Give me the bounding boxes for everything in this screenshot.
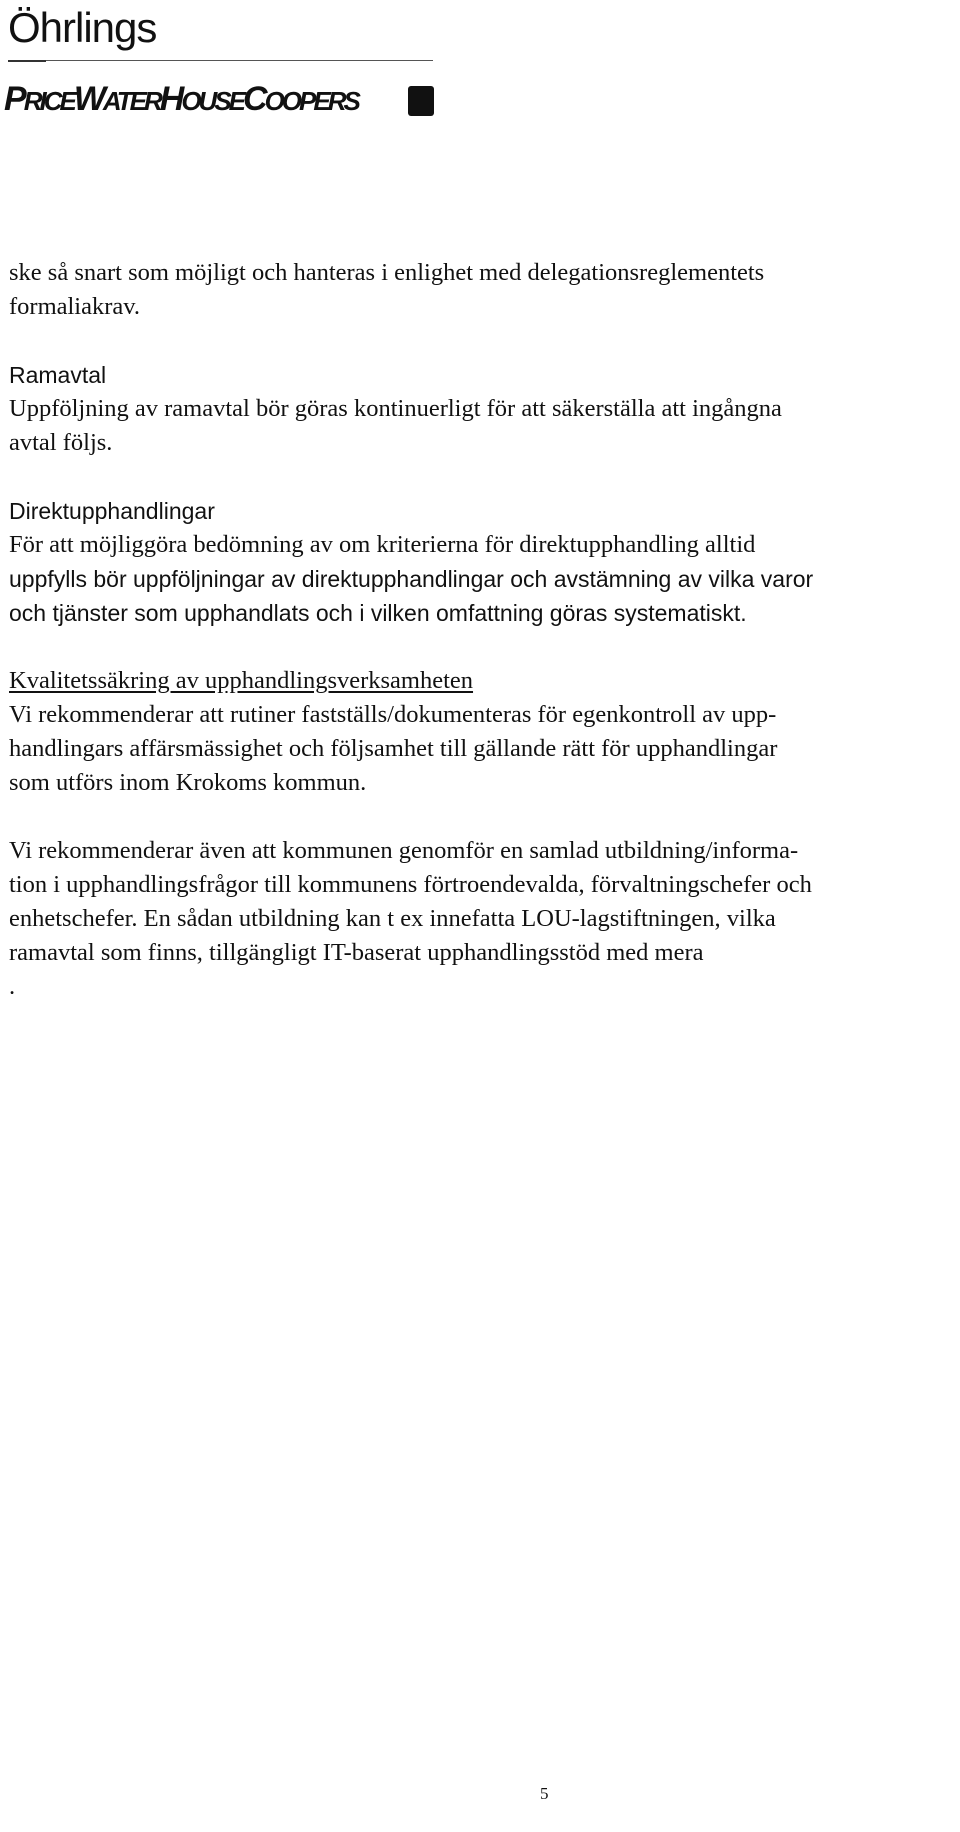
paragraph-line: tion i upphandlingsfrågor till kommunens förtroendevalda, förvaltningschefer och bbox=[9, 871, 812, 898]
paragraph-line: enhetschefer. En sådan utbildning kan t ex innefatta LOU-lagstiftningen, vilka bbox=[9, 905, 776, 932]
paragraph-line: Vi rekommenderar att rutiner fastställs/dokumenteras för egenkontroll av upp- bbox=[9, 701, 777, 728]
paragraph-line: som utförs inom Krokoms kommun. bbox=[9, 769, 367, 796]
section-heading-direktupphandlingar: Direktupphandlingar bbox=[9, 498, 215, 524]
section-heading-ramavtal: Ramavtal bbox=[9, 362, 107, 388]
header-rule bbox=[8, 60, 433, 61]
pwc-seal-icon bbox=[408, 86, 434, 116]
section-heading-kvalitetssakring: Kvalitetssäkring av upphandlingsverksamheten bbox=[9, 667, 474, 694]
paragraph-line: uppfylls bör uppföljningar av direktupphandlingar och avstämning av vilka varor bbox=[9, 566, 814, 592]
paragraph-line: avtal följs. bbox=[9, 429, 113, 456]
paragraph-line: och tjänster som upphandlats och i vilken omfattning göras systematiskt. bbox=[9, 600, 747, 626]
intro-line: ske så snart som möjligt och hanteras i enlighet med delegationsreglementets bbox=[9, 259, 765, 286]
pwc-logo: PRICEWATERHOUSECOOPERS bbox=[4, 80, 358, 118]
firm-logo-ohrlings: Öhrlings bbox=[8, 4, 157, 51]
paragraph-line: För att möjliggöra bedömning av om kriterierna för direktupphandling alltid bbox=[9, 531, 756, 558]
page-number: 5 bbox=[540, 1784, 549, 1803]
document-body bbox=[9, 256, 951, 1004]
paragraph-line: . bbox=[9, 973, 16, 1000]
paragraph-line: handlingars affärsmässighet och följsamhet till gällande rätt för upphandlingar bbox=[9, 735, 778, 762]
intro-line: formaliakrav. bbox=[9, 293, 141, 320]
paragraph-line: Vi rekommenderar även att kommunen genomför en samlad utbildning/informa- bbox=[9, 837, 799, 864]
paragraph-line: ramavtal som finns, tillgängligt IT-baserat upphandlingsstöd med mera bbox=[9, 939, 704, 966]
header-rule-accent bbox=[8, 60, 46, 62]
paragraph-line: Uppföljning av ramavtal bör göras kontinuerligt för att säkerställa att ingångna bbox=[9, 395, 782, 422]
